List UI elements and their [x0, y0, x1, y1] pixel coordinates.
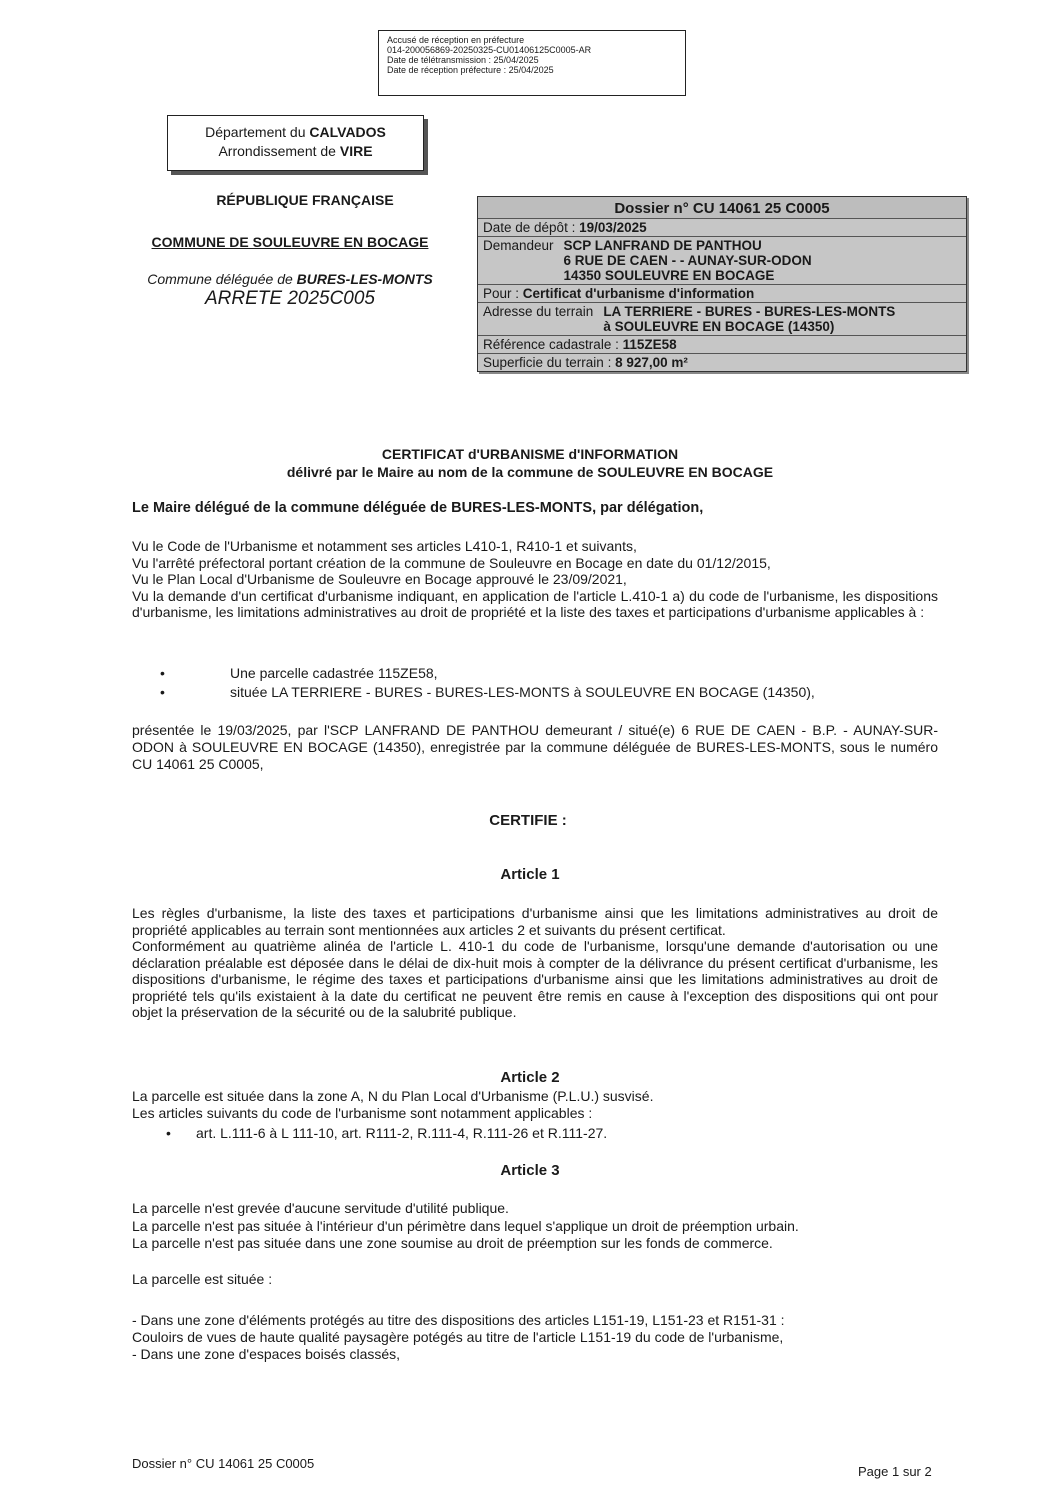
reference-value: 115ZE58: [622, 337, 677, 352]
dossier-title: Dossier n° CU 14061 25 C0005: [478, 197, 966, 218]
parcelle-list: [160, 664, 815, 702]
article3-line: La parcelle n'est pas située à l'intérieur d'un périmètre dans lequel s'applique un droit de préemption urbain.: [132, 1217, 799, 1234]
article1-paragraph: Conformément au quatrième alinéa de l'article L. 410-1 du code de l'urbanisme, lorsqu'une demande d'autorisation ou une déclaration préalable est déposée dans le délai de dix-huit mois à compter de la délivrance du présent certificat d'urbanisme, les dispositions d'urbanisme, le régime des taxes et participations d'urbanisme ainsi que les limitations administratives au droit de propriété tels qu'ils existaient à la date du certificat ne peuvent être remis en cause à l'exception des dispositions qui ont pour objet la préservation de la sécurité ou de la salubrité publique.: [132, 938, 938, 1020]
dossier-box: [477, 196, 967, 372]
bullet-icon: •: [166, 1125, 171, 1141]
department-box: [167, 115, 424, 171]
depot-row: [478, 218, 966, 236]
vu-block: [132, 538, 938, 621]
page-number: Page 1 sur 2: [858, 1464, 932, 1479]
stamp-line: Accusé de réception en préfecture: [387, 35, 525, 45]
department-prefix: Département du: [205, 124, 310, 140]
deleguee-name: BURES-LES-MONTS: [296, 271, 433, 287]
article3-body: [132, 1200, 938, 1253]
certificat-title-block: [120, 445, 940, 481]
list-item-text: Une parcelle cadastrée 115ZE58,: [230, 665, 438, 681]
article3-line: La parcelle n'est pas située dans une zone soumise au droit de préemption sur les fonds de commerce.: [132, 1235, 773, 1251]
commune-deleguee: [120, 271, 460, 287]
commune-heading: COMMUNE DE SOULEUVRE EN BOCAGE: [151, 234, 429, 250]
list-item: [160, 683, 815, 702]
pour-value: Certificat d'urbanisme d'information: [522, 286, 755, 301]
adresse-line: LA TERRIERE - BURES - BURES-LES-MONTS: [603, 304, 896, 319]
article3-line: Couloirs de vues de haute qualité paysagère potégés au titre de l'article L151-19 du code de l'urbanisme,: [132, 1329, 784, 1345]
article2-title: Article 2: [500, 1069, 560, 1086]
article1-title: Article 1: [500, 866, 560, 883]
demandeur-line: SCP LANFRAND DE PANTHOU: [563, 238, 762, 253]
demandeur-row: [478, 236, 966, 284]
arrondissement-prefix: Arrondissement de: [218, 143, 340, 159]
department-line: [168, 123, 423, 142]
reference-label: Référence cadastrale :: [483, 337, 623, 352]
article3-zones: [132, 1312, 938, 1363]
article2-line: Les articles suivants du code de l'urbanisme sont notamment applicables :: [132, 1104, 593, 1121]
superficie-value: 8 927,00 m²: [615, 355, 688, 370]
article3-line: La parcelle n'est grevée d'aucune servitude d'utilité publique.: [132, 1200, 509, 1216]
article3-line: - Dans une zone d'espaces boisés classés,: [132, 1346, 401, 1362]
certificat-subtitle: délivré par le Maire au nom de la commune de SOULEUVRE EN BOCAGE: [286, 464, 774, 480]
article2-line: La parcelle est située dans la zone A, N du Plan Local d'Urbanisme (P.L.U.) susvisé.: [132, 1088, 654, 1104]
presentee-paragraph: présentée le 19/03/2025, par l'SCP LANFRAND DE PANTHOU demeurant / situé(e) 6 RUE DE CAEN - B.P. - AUNAY-SUR-ODON à SOULEUVRE EN BOCAGE (14350), enregistrée par la commune déléguée de BURES-LES-MONTS, sous le numéro CU 14061 25 C0005,: [132, 722, 938, 772]
reception-stamp: [378, 30, 686, 96]
pour-label: Pour :: [483, 286, 523, 301]
arrete-number: ARRETE 2025C005: [204, 288, 376, 309]
maire-line: Le Maire délégué de la commune déléguée de BURES-LES-MONTS, par délégation,: [132, 500, 704, 516]
article1-paragraph: Les règles d'urbanisme, la liste des taxes et participations d'urbanisme ainsi que les limitations administratives au droit de propriété applicables au terrain sont mentionnées aux articles 2 et suivants du présent certificat.: [132, 905, 938, 938]
republique-heading: RÉPUBLIQUE FRANÇAISE: [216, 192, 394, 208]
stamp-line: Date de réception préfecture : 25/04/2025: [387, 65, 554, 75]
adresse-row: [478, 302, 966, 335]
list-item-text: art. L.111-6 à L 111-10, art. R111-2, R.111-4, R.111-26 et R.111-27.: [196, 1125, 608, 1141]
arrondissement-line: [168, 142, 423, 161]
superficie-label: Superficie du terrain :: [483, 355, 616, 370]
vu-line: Vu le Code de l'Urbanisme et notamment ses articles L410-1, R410-1 et suivants,: [132, 538, 637, 554]
demandeur-line: 6 RUE DE CAEN - - AUNAY-SUR-ODON: [563, 253, 812, 268]
list-item: [160, 664, 815, 683]
reference-row: [478, 335, 966, 353]
stamp-line: 014-200056869-20250325-CU01406125C0005-AR: [387, 45, 592, 55]
deleguee-prefix: Commune déléguée de: [147, 271, 297, 287]
depot-label: Date de dépôt :: [483, 220, 580, 235]
adresse-value: [603, 304, 961, 334]
depot-value: 19/03/2025: [579, 220, 647, 235]
article3-title: Article 3: [500, 1162, 560, 1179]
vu-line: Vu le Plan Local d'Urbanisme de Souleuvre en Bocage approuvé le 23/09/2021,: [132, 571, 627, 587]
article2-body: [132, 1088, 938, 1121]
vu-line: Vu l'arrêté préfectoral portant création de la commune de Souleuvre en Bocage en date du 01/12/2015,: [132, 554, 771, 571]
demandeur-label: Demandeur: [483, 238, 554, 253]
pour-row: [478, 284, 966, 302]
list-item: [166, 1124, 607, 1143]
certificat-title: CERTIFICAT d'URBANISME d'INFORMATION: [381, 446, 679, 462]
demandeur-value: [564, 238, 961, 283]
list-item-text: située LA TERRIERE - BURES - BURES-LES-MONTS à SOULEUVRE EN BOCAGE (14350),: [230, 684, 815, 700]
bullet-icon: •: [160, 684, 165, 700]
superficie-row: [478, 353, 966, 371]
department-name: CALVADOS: [309, 124, 386, 140]
article1-body: [132, 905, 938, 1021]
article2-list: [166, 1124, 607, 1143]
adresse-line: à SOULEUVRE EN BOCAGE (14350): [603, 319, 835, 334]
adresse-label: Adresse du terrain: [483, 304, 594, 319]
certifie-heading: CERTIFIE :: [489, 812, 567, 829]
footer-dossier: Dossier n° CU 14061 25 C0005: [132, 1456, 315, 1471]
arrondissement-name: VIRE: [339, 143, 373, 159]
vu-line: Vu la demande d'un certificat d'urbanisme indiquant, en application de l'article L.410-1 a) du code de l'urbanisme, les dispositions d'urbanisme, les limitations administratives au droit de propriété et la liste des taxes et participations d'urbanisme applicables à :: [132, 587, 938, 620]
article3-situee: La parcelle est située :: [132, 1271, 273, 1287]
article3-line: - Dans une zone d'éléments protégés au titre des dispositions des articles L151-19, L151-23 et R151-31 :: [132, 1312, 785, 1328]
demandeur-line: 14350 SOULEUVRE EN BOCAGE: [563, 268, 775, 283]
bullet-icon: •: [160, 665, 165, 681]
stamp-line: Date de télétransmission : 25/04/2025: [387, 55, 539, 65]
